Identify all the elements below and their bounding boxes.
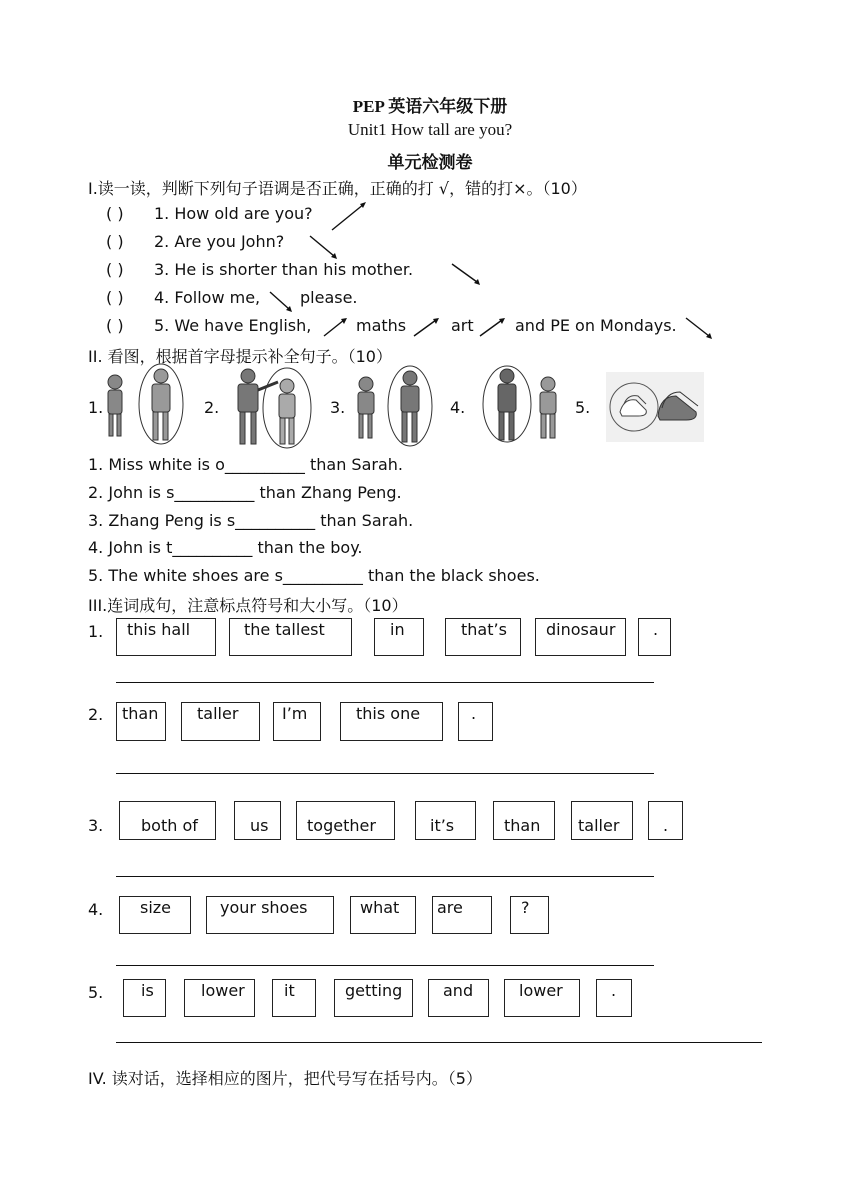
intonation-item-4: 4. Follow me,	[154, 288, 261, 307]
fill-sentence-2: 2. John is s__________ than Zhang Peng.	[88, 483, 402, 502]
fill-sentence-5: 5. The white shoes are s__________ than the black shoes.	[88, 566, 540, 585]
picture-1-girl-and-teacher	[100, 362, 190, 446]
section-4-heading: IV. 读对话，选择相应的图片，把代号写在括号内。（5）	[88, 1069, 482, 1088]
word-card[interactable]: taller	[571, 801, 633, 840]
word-card[interactable]: both of	[119, 801, 216, 840]
punctuation-card[interactable]: .	[648, 801, 683, 840]
answer-paren[interactable]: ( )	[106, 232, 124, 251]
intonation-item-5-art: art	[451, 316, 474, 335]
answer-line[interactable]	[116, 682, 654, 683]
word-card[interactable]: lower	[184, 979, 255, 1017]
word-card[interactable]: this hall	[116, 618, 216, 656]
answer-paren[interactable]: ( )	[106, 288, 124, 307]
picture-4-boy-and-girl	[480, 364, 570, 444]
word-card[interactable]: size	[119, 896, 191, 934]
fill-sentence-3: 3. Zhang Peng is s__________ than Sarah.	[88, 511, 414, 530]
intonation-item-1: 1. How old are you?	[154, 204, 313, 223]
test-name: 单元检测卷	[387, 153, 473, 172]
fill-sentence-4: 4. John is t__________ than the boy.	[88, 538, 363, 557]
section-2-heading: II. 看图，根据首字母提示补全句子。（10）	[88, 347, 392, 366]
rising-arrow-icon	[412, 316, 442, 338]
word-card[interactable]: what	[350, 896, 416, 934]
row-number-1: 1.	[88, 622, 104, 641]
unit-subtitle: Unit1 How tall are you?	[347, 120, 513, 139]
word-card[interactable]: are	[432, 896, 492, 934]
punctuation-card[interactable]: .	[596, 979, 632, 1017]
intonation-item-5-maths: maths	[356, 316, 407, 335]
falling-arrow-icon	[268, 290, 296, 316]
answer-line[interactable]	[116, 1042, 762, 1043]
picture-5-shoes	[606, 372, 704, 442]
word-card[interactable]: taller	[181, 702, 260, 741]
intonation-item-3: 3. He is shorter than his mother.	[154, 260, 414, 279]
intonation-item-5: 5. We have English,	[154, 316, 312, 335]
word-card[interactable]: dinosaur	[535, 618, 626, 656]
punctuation-card[interactable]: .	[638, 618, 671, 656]
answer-line[interactable]	[116, 773, 654, 774]
rising-arrow-icon	[478, 316, 508, 338]
section-3-heading: III.连词成句，注意标点符号和大小写。（10）	[88, 596, 408, 615]
picture-3-girl-and-boy	[352, 364, 436, 448]
word-card[interactable]: I’m	[273, 702, 321, 741]
picture-number-3: 3.	[330, 398, 346, 417]
word-card[interactable]: us	[234, 801, 281, 840]
answer-paren[interactable]: ( )	[106, 316, 124, 335]
word-card[interactable]: is	[123, 979, 166, 1017]
word-card[interactable]: the tallest	[229, 618, 352, 656]
picture-number-1: 1.	[88, 398, 104, 417]
answer-paren[interactable]: ( )	[106, 204, 124, 223]
fill-sentence-1: 1. Miss white is o__________ than Sarah.	[88, 455, 403, 474]
picture-number-5: 5.	[575, 398, 591, 417]
row-number-5: 5.	[88, 983, 104, 1002]
word-card[interactable]: this one	[340, 702, 443, 741]
falling-arrow-icon	[450, 262, 484, 288]
word-card[interactable]: getting	[334, 979, 413, 1017]
section-1-heading: I.读一读，判断下列句子语调是否正确，正确的打 √，错的打×。（10）	[88, 179, 587, 198]
intonation-item-5-end: and PE on Mondays.	[515, 316, 677, 335]
punctuation-card[interactable]: ?	[510, 896, 549, 934]
answer-line[interactable]	[116, 876, 654, 877]
word-card[interactable]: than	[493, 801, 555, 840]
intonation-item-2: 2. Are you John?	[154, 232, 285, 251]
row-number-3: 3.	[88, 816, 104, 835]
picture-number-4: 4.	[450, 398, 466, 417]
falling-arrow-icon	[308, 234, 340, 262]
word-card[interactable]: in	[374, 618, 424, 656]
word-card[interactable]: together	[296, 801, 395, 840]
word-card[interactable]: lower	[504, 979, 580, 1017]
punctuation-card[interactable]: .	[458, 702, 493, 741]
intonation-item-4-tail: please.	[300, 288, 358, 307]
answer-line[interactable]	[116, 965, 654, 966]
row-number-4: 4.	[88, 900, 104, 919]
rising-arrow-icon	[330, 200, 370, 232]
falling-arrow-icon	[684, 316, 716, 342]
row-number-2: 2.	[88, 705, 104, 724]
picture-2-two-boys	[228, 364, 318, 450]
answer-paren[interactable]: ( )	[106, 260, 124, 279]
picture-number-2: 2.	[204, 398, 220, 417]
page-title: PEP 英语六年级下册	[352, 97, 508, 116]
rising-arrow-icon	[322, 316, 350, 338]
word-card[interactable]: your shoes	[206, 896, 334, 934]
word-card[interactable]: that’s	[445, 618, 521, 656]
word-card[interactable]: and	[428, 979, 489, 1017]
word-card[interactable]: it	[272, 979, 316, 1017]
word-card[interactable]: it’s	[415, 801, 476, 840]
word-card[interactable]: than	[116, 702, 166, 741]
